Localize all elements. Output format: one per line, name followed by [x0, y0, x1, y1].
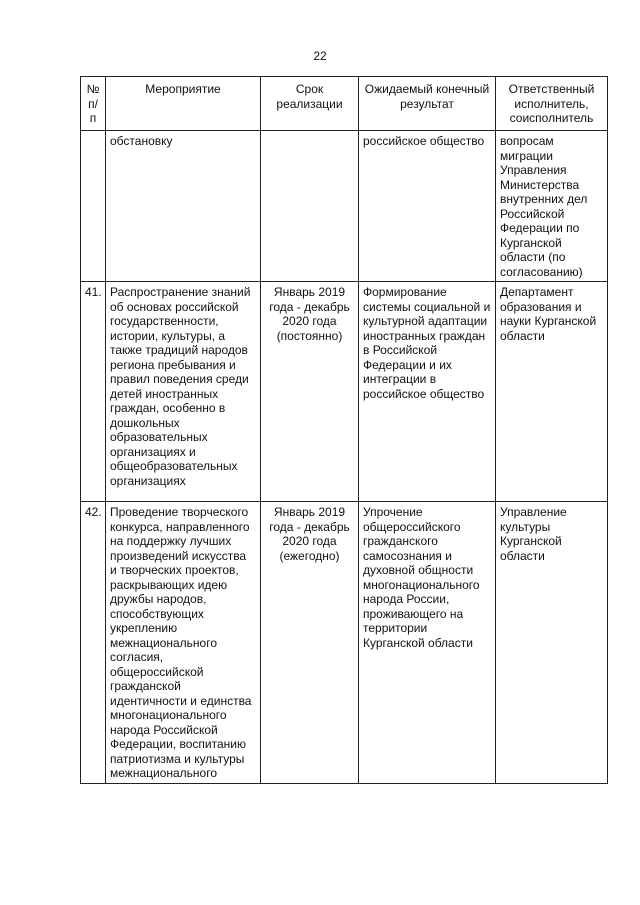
- header-event: Мероприятие: [106, 77, 261, 131]
- row-event: Распространение знаний об основах российской государственности, истории, культуры, а также традиций народов региона пребывания и правил поведения среди детей иностранных граждан, особенно в дошкольных образовательных организациях и общеобразовательных организациях: [106, 282, 261, 502]
- table-row: [81, 282, 608, 502]
- row-result: российское общество: [359, 131, 496, 282]
- row-executor: Управление культуры Курганской области: [496, 502, 608, 784]
- header-executor: Ответственный исполнитель, соисполнитель: [496, 77, 608, 131]
- row-event: обстановку: [106, 131, 261, 282]
- row-number: [81, 131, 106, 282]
- row-term: Январь 2019 года - декабрь 2020 года (ежегодно): [261, 502, 359, 784]
- row-result: Упрочение общероссийского гражданского самосознания и духовной общности многонационального народа России, проживающего на территории Курганской области: [359, 502, 496, 784]
- table-row: [81, 131, 608, 282]
- row-term: Январь 2019 года - декабрь 2020 года (постоянно): [261, 282, 359, 502]
- row-number: 42.: [81, 502, 106, 784]
- row-number: 41.: [81, 282, 106, 502]
- row-result: Формирование системы социальной и культурной адаптации иностранных граждан в Российской Федерации и их интеграции в российское общество: [359, 282, 496, 502]
- row-term: [261, 131, 359, 282]
- row-event: Проведение творческого конкурса, направленного на поддержку лучших произведений искусства и творческих проектов, раскрывающих идею дружбы народов, способствующих укреплению межнационального согласия, общероссийской гражданской идентичности и единства многонационального народа Российской Федерации, воспитанию патриотизма и культуры межнационального: [106, 502, 261, 784]
- header-result: Ожидаемый конечный результат: [359, 77, 496, 131]
- page-number: 22: [313, 49, 327, 63]
- header-number: № п/п: [81, 77, 106, 131]
- row-executor: вопросам миграции Управления Министерства внутренних дел Российской Федерации по Курганской области (по согласованию): [496, 131, 608, 282]
- measures-table: [80, 76, 608, 784]
- row-executor: Департамент образования и науки Курганской области: [496, 282, 608, 502]
- table-row: [81, 502, 608, 784]
- table-header-row: [81, 77, 608, 131]
- header-term: Срок реализации: [261, 77, 359, 131]
